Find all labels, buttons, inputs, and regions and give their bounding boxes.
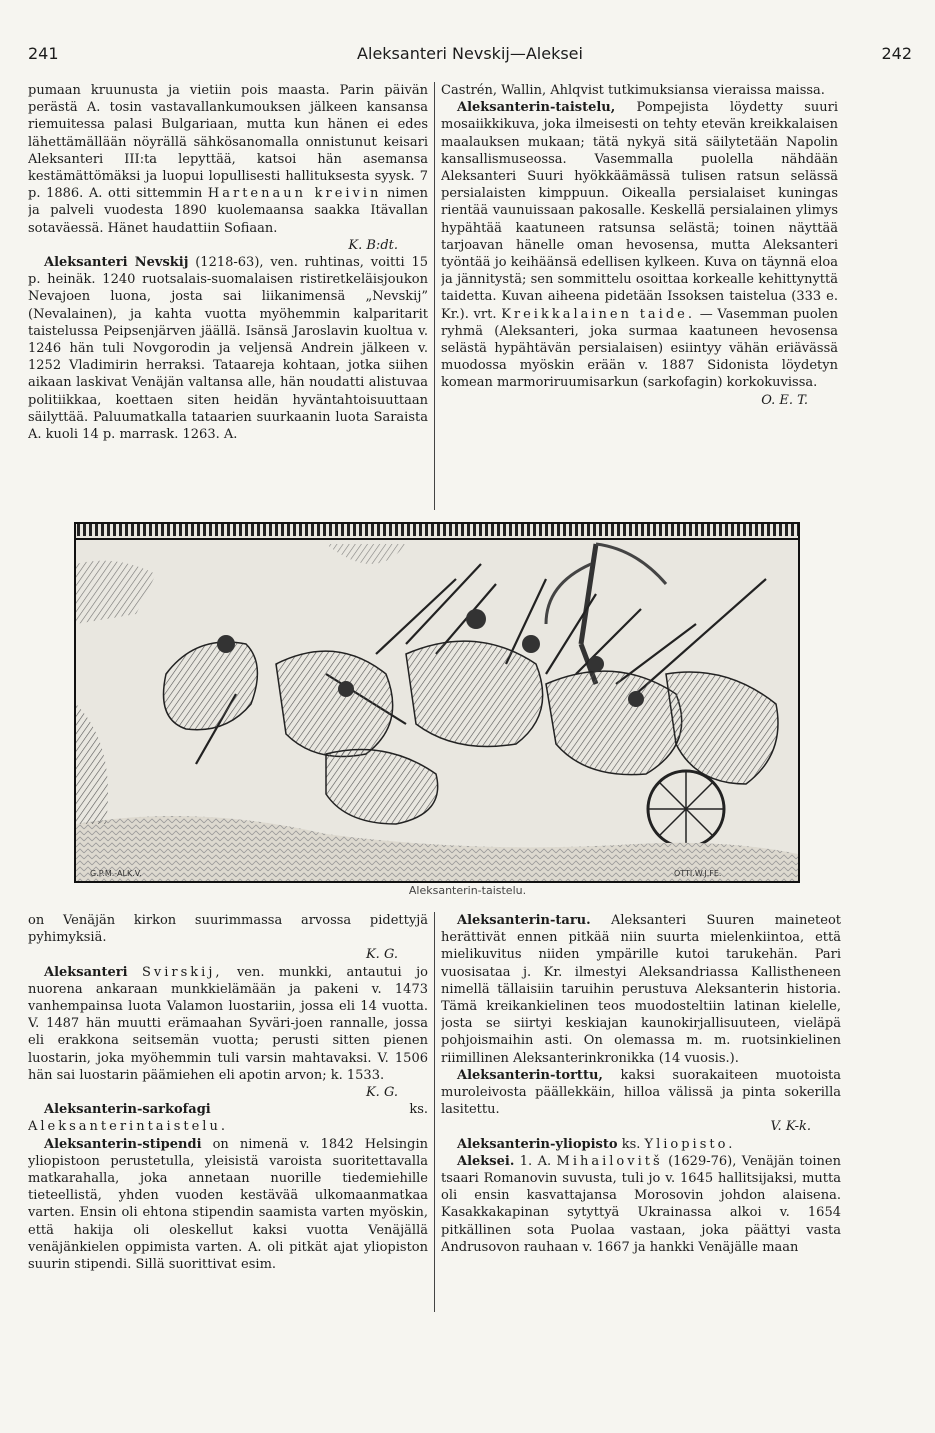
entry-headword: Aleksanterin-stipendi xyxy=(44,1136,202,1152)
column-top-left xyxy=(28,82,428,510)
entry-headword: Aleksanterin-torttu, xyxy=(457,1067,603,1083)
entry-headword: Aleksanteri Nevskij xyxy=(44,255,189,271)
author-signature: K. G. xyxy=(365,1085,398,1101)
figure-caption: Aleksanterin-taistelu. xyxy=(408,884,527,897)
page-header xyxy=(28,44,912,68)
mosaic-drawing xyxy=(76,524,798,881)
column-divider xyxy=(434,82,435,510)
entry-headword: Aleksanterin-taru. xyxy=(457,913,591,928)
entry-aleksanterin-yliopisto: Aleksanterin-yliopisto ks. Yliopisto. xyxy=(457,1136,736,1152)
paragraph: on Venäjän kirkon suurimmassa arvossa pidettyjä pyhimyksiä. K. G. xyxy=(28,913,428,963)
entry-aleksanterin-sarkofagi: Aleksanterin-sarkofagi ks. Aleksanterintaistelu. xyxy=(28,1102,428,1135)
column-bottom-left xyxy=(28,912,428,1312)
cross-reference[interactable]: Yliopisto. xyxy=(644,1136,736,1152)
paragraph: Castrén, Wallin, Ahlqvist tutkimuksiansa vieraissa maissa. xyxy=(441,83,825,98)
cross-reference[interactable]: Aleksanterintaistelu. xyxy=(28,1119,228,1135)
page-number-right: 242 xyxy=(881,44,912,63)
running-title: Aleksanteri Nevskij—Aleksei xyxy=(357,44,583,63)
entry-headword: Aleksanterin-yliopisto xyxy=(457,1136,618,1152)
entry-headword: Aleksanteri xyxy=(44,964,128,980)
column-top-right xyxy=(441,82,838,510)
entry-aleksei: Aleksei. 1. A. Mihailovitš (1629-76), Venäjän toinen tsaari Romanovin suvusta, tuli jo v. 1645 hallitsijaksi, mutta oli ensin kasvattajansa Morosovin johdon alaisena. Kasakkakapinan sytyttyä Ukrainassa alkoi v. 1654 pitkällinen sota Puolaa vastaan, joka päättyi vasta Andrusovon rauhaan v. 1667 ja hankki Venäjälle maan xyxy=(441,1153,841,1255)
column-divider xyxy=(434,912,435,1312)
entry-aleksanterin-torttu: Aleksanterin-torttu, kaksi suorakaiteen muotoista muroleivosta päällekkäin, hilloa välissä ja pinta sokerilla lasitettu. V. K-k. xyxy=(441,1067,841,1135)
author-signature: K. B:dt. xyxy=(348,237,398,253)
entry-aleksanterin-taistelu: Aleksanterin-taistelu, Pompejista löydetty suuri mosaiikkikuva, joka ilmeisesti on tehty etevän kreikkalaisen maalauksen mukaan; tätä nykyä sitä säilytetään Napolin kansallismuseossa. Vasemmalla puolella nähdään Aleksanteri Suuri hyökkäämässä tulisen ratsun selässä persialaisten kimppuun. Oikealla persialaiset kuningas rientää vaunuissaan pakosalle. Keskellä persialainen ylimys hypähtää kaatuneen ratsunsa selästä; toinen näyttää tarjoavan hänelle oman hevosensa, mutta Aleksanteri työntää jo keihäänsä edellisen kylkeen. Kuva on täynnä eloa ja jännitystä; sen sommittelu osoittaa korkealle kehittynyttä taidetta. Kuvan aiheena pidetään Issoksen taistelua (333 e. Kr.). vrt. Kreikkalainen taide. — Vasemman puolen ryhmä (Aleksanteri, joka surmaa kaatuneen hevosensa selästä hypähtävän persialaisen) esiintyy vähän eriävässä muodossa myöskin erään v. 1887 Sidonista löydetyn komean marmoriruumisarkun (sarkofagin) korkokuvissa. O. E. T. xyxy=(441,100,838,408)
entry-aleksanteri-svirskij: Aleksanteri Svirskij, ven. munkki, antautui jo nuorena ankaraan munkkielämään ja pakeni v. 1473 vanhempainsa luota Valamon luostariin, jossa eli 14 vuotta. V. 1487 hän muutti erämaahan Syväri-joen rannalle, jossa eli erakkona seitsemän vuotta; perusti sitten pienen luostarin, joka myöhemmin tuli varsin mahtavaksi. V. 1506 hän sai luostarin päämiehen eli apotin arvon; k. 1533. K. G. xyxy=(28,964,428,1101)
author-signature: V. K-k. xyxy=(770,1119,811,1135)
entry-headword: Aleksanterin-taistelu, xyxy=(457,100,616,116)
artist-signature-left: G.P.M.-ALK.V. xyxy=(90,869,142,878)
page-number-left: 241 xyxy=(28,44,59,63)
entry-headword: Aleksei. xyxy=(457,1153,515,1169)
artist-signature-right: OTTI.W.J.FE. xyxy=(674,869,722,878)
battle-mosaic-illustration xyxy=(74,522,800,883)
author-signature: K. G. xyxy=(365,947,398,963)
entry-aleksanterin-taru: Aleksanterin-taru. Aleksanteri Suuren maineteot herättivät ennen pitkää niin suurta mielenkiintoa, että mielikuvitus niiden ympärille kutoi tarukehän. Pari vuosisataa j. Kr. ilmestyi Aleksandriassa Kallistheneen nimellä tällaisiin taruihin perustuva Aleksanterin historia. Tämä kreikankielinen teos muodosteltiin latinan kielelle, josta se siirtyi keskiajan kaunokirjallisuuteen, vieläpä pohjoismaihin asti. On olemassa m. m. ruotsinkielinen riimillinen Aleksanterinkronikka (14 vuosis.). xyxy=(441,913,841,1066)
entry-aleksanteri-nevskij: Aleksanteri Nevskij (1218-63), ven. ruhtinas, voitti 15 p. heinäk. 1240 ruotsalais-suomalaisen ristiretkeläisjoukon Nevajoen luona, josta sai liikanimensä „Nevskij” (Nevalainen), ja kahta vuotta myöhemmin kalparitarit taistelussa Peipsenjärven jäällä. Isänsä Jaroslavin kuoltua v. 1246 hän tuli Novgorodin ja veljensä Andrein jälkeen v. 1252 Vladimirin herraksi. Tataareja kohtaan, jotka siihen aikaan laskivat Venäjän valtansa alle, hän noudatti alistuvaa politiikkaa, koettaen siten heidän hyväntahtoisuuttaan säilyttää. Paluumatkalla tataarien suurkaanin luota Saraista A. kuoli 14 p. marrask. 1263. A. xyxy=(28,255,428,443)
column-bottom-right xyxy=(441,912,841,1312)
entry-headword: Aleksanterin-sarkofagi xyxy=(44,1102,211,1118)
entry-aleksanterin-stipendi: Aleksanterin-stipendi on nimenä v. 1842 Helsingin yliopistoon perustetulla, yleisistä varoista suoritettavalla matkarahalla, joka annetaan nuorille tiedemiehille tieteellistä, yhden vuoden kestävää ulkomaanmatkaa varten. Ensin oli ehtona stipendin saamista varten myöskin, että hakija oli oleskellut kaksi vuotta Venäjällä venäjänkielen oppimista varten. A. oli pitkät ajat yliopiston suurin stipendi. Sillä suorittivat esim. xyxy=(28,1136,428,1273)
author-signature: O. E. T. xyxy=(761,392,808,408)
paragraph: pumaan kruunusta ja vietiin pois maasta. Parin päivän perästä A. tosin vastavallankumouksen jälkeen kansansa riemuitessa palasi Bulgariaan, mutta kun hänen ei edes lähettämällään nöyrällä sähkösanomalla onnistunut keisari Aleksanteri III:ta lepyttää, katsoi hän asemansa kestämättömäksi ja luopui lopullisesti hallituksesta syysk. 7 p. 1886. A. otti sittemmin Hartenaun kreivin nimen ja palveli vuodesta 1890 kuolemaansa saakka Itävallan sotaväessä. Hänet haudattiin Sofiaan. K. B:dt. xyxy=(28,83,428,253)
